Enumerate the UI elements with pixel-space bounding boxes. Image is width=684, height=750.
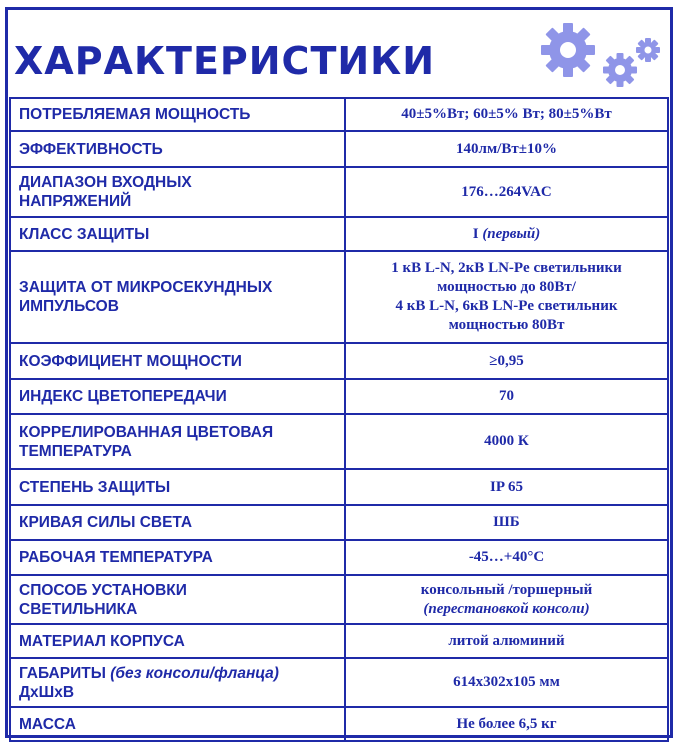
spec-row-surge-protection: [10, 251, 668, 343]
page-title: ХАРАКТЕРИСТИКИ: [14, 39, 436, 83]
spec-label: СТЕПЕНЬ ЗАЩИТЫ: [10, 469, 345, 505]
spec-row-operating-temp: [10, 540, 668, 575]
spec-value-line: 4 кВ L-N, 6кВ LN-Pe светильник: [395, 298, 618, 314]
spec-value-note: (первый): [482, 225, 541, 242]
spec-label: [10, 414, 345, 469]
spec-row-power: [10, 98, 668, 131]
spec-row-ip-rating: [10, 469, 668, 505]
spec-label-line: ДИАПАЗОН ВХОДНЫХ: [19, 174, 192, 191]
spec-value-main: I: [472, 225, 479, 242]
spec-value-line: мощностью до 80Вт/: [437, 279, 576, 295]
spec-label: [10, 251, 345, 343]
spec-label-line: КОРРЕЛИРОВАННАЯ ЦВЕТОВАЯ: [19, 423, 274, 441]
spec-value-line: консольный /торшерный: [420, 581, 593, 598]
spec-value: ШБ: [345, 505, 668, 540]
spec-value: 614x302x105 мм: [345, 658, 668, 707]
spec-value: Не более 6,5 кг: [345, 707, 668, 741]
spec-label-main: ГАБАРИТЫ: [19, 664, 106, 682]
spec-row-efficiency: [10, 131, 668, 167]
spec-label: КРИВАЯ СИЛЫ СВЕТА: [10, 505, 345, 540]
specifications-table: [9, 97, 669, 742]
spec-row-protection-class: [10, 217, 668, 251]
spec-value: 176…264VAC: [345, 167, 668, 217]
spec-label: ЭФФЕКТИВНОСТЬ: [10, 131, 345, 167]
spec-value: [345, 575, 668, 624]
spec-row-power-factor: [10, 343, 668, 379]
spec-label: МАТЕРИАЛ КОРПУСА: [10, 624, 345, 658]
spec-row-dimensions: [10, 658, 668, 707]
spec-label: [10, 575, 345, 624]
spec-label-line: НАПРЯЖЕНИЙ: [19, 193, 132, 210]
spec-value: [345, 217, 668, 251]
spec-value: ≥0,95: [345, 343, 668, 379]
spec-row-cct: [10, 414, 668, 469]
spec-label: РАБОЧАЯ ТЕМПЕРАТУРА: [10, 540, 345, 575]
spec-label-line: ЗАЩИТА ОТ МИКРОСЕКУНДНЫХ: [19, 279, 273, 296]
spec-value: литой алюминий: [345, 624, 668, 658]
spec-row-housing-material: [10, 624, 668, 658]
spec-label-line: ТЕМПЕРАТУРА: [19, 442, 132, 460]
spec-row-input-voltage: [10, 167, 668, 217]
spec-value-line: (перестановкой консоли): [423, 600, 590, 617]
spec-label-line: СПОСОБ УСТАНОВКИ: [19, 581, 187, 599]
spec-label: ПОТРЕБЛЯЕМАЯ МОЩНОСТЬ: [10, 98, 345, 131]
spec-value: -45…+40°C: [345, 540, 668, 575]
spec-label: [10, 658, 345, 707]
spec-label: КЛАСС ЗАЩИТЫ: [10, 217, 345, 251]
spec-row-cri: [10, 379, 668, 414]
spec-label: ИНДЕКС ЦВЕТОПЕРЕДАЧИ: [10, 379, 345, 414]
spec-label: МАССА: [10, 707, 345, 741]
spec-label-line: СВЕТИЛЬНИКА: [19, 600, 138, 618]
spec-value: 4000 К: [345, 414, 668, 469]
spec-label-line: ИМПУЛЬСОВ: [19, 298, 119, 315]
spec-row-weight: [10, 707, 668, 741]
spec-value: 40±5%Вт; 60±5% Вт; 80±5%Вт: [345, 98, 668, 131]
spec-label-note: (без консоли/фланца): [110, 664, 279, 682]
spec-value-line: мощностью 80Вт: [448, 317, 565, 333]
spec-value: 140лм/Вт±10%: [345, 131, 668, 167]
spec-value: 70: [345, 379, 668, 414]
spec-value: IP 65: [345, 469, 668, 505]
spec-row-mounting: [10, 575, 668, 624]
spec-value-line: 1 кВ L-N, 2кВ LN-Pe светильники: [391, 260, 622, 276]
spec-value: [345, 251, 668, 343]
spec-row-light-distribution: [10, 505, 668, 540]
spec-label: [10, 167, 345, 217]
spec-label: КОЭФФИЦИЕНТ МОЩНОСТИ: [10, 343, 345, 379]
gears-icon: [536, 20, 666, 90]
spec-label-line: ДхШхВ: [19, 683, 75, 701]
